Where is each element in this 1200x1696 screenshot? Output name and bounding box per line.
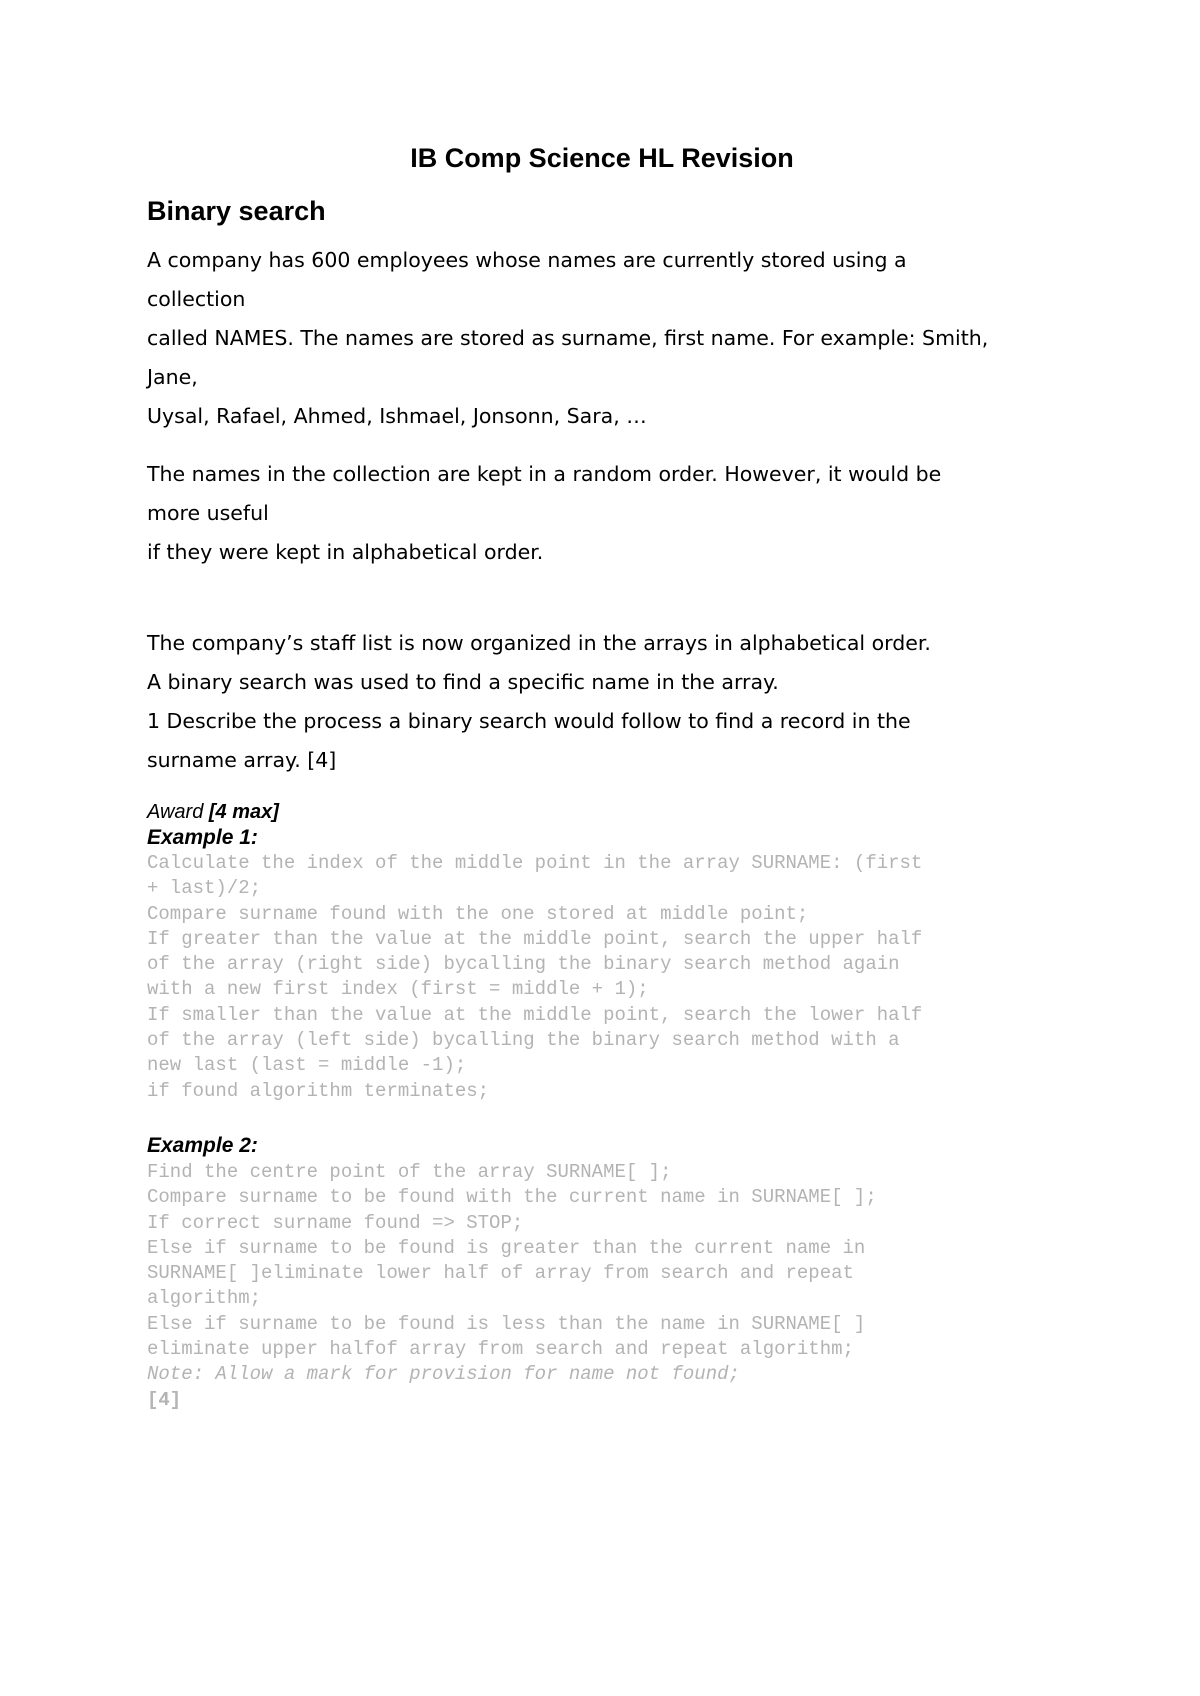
question-line: A binary search was used to find a specific name in the array. bbox=[147, 670, 779, 694]
intro-line: collection bbox=[147, 287, 246, 311]
markscheme-line: + last)/2; bbox=[147, 877, 262, 900]
question-line: 1 Describe the process a binary search would follow to find a record in the bbox=[147, 709, 911, 733]
markscheme-line: with a new first index (first = middle + 1); bbox=[147, 978, 649, 1001]
award-line bbox=[147, 800, 279, 825]
section-heading: Binary search bbox=[147, 196, 326, 226]
order-line: The names in the collection are kept in a random order. However, it would be bbox=[147, 462, 942, 486]
markscheme-note: Note: Allow a mark for provision for name not found; bbox=[147, 1363, 740, 1386]
award-prefix: Award bbox=[147, 801, 209, 823]
markscheme-line: Compare surname found with the one stored at middle point; bbox=[147, 902, 809, 925]
markscheme-line: Calculate the index of the middle point in the array SURNAME: (first bbox=[147, 852, 923, 874]
example-2-markscheme bbox=[147, 1160, 877, 1413]
example-1-label: Example 1: bbox=[147, 826, 258, 849]
document-title: IB Comp Science HL Revision bbox=[410, 143, 794, 173]
intro-line: Jane, bbox=[147, 365, 198, 389]
markscheme-line: new last (last = middle -1); bbox=[147, 1054, 467, 1077]
markscheme-line: of the array (left side) bycalling the binary search method with a bbox=[147, 1029, 900, 1052]
markscheme-total-marks: [4] bbox=[147, 1388, 182, 1411]
question-paragraph bbox=[147, 624, 1072, 780]
markscheme-line: Else if surname to be found is greater than the current name in bbox=[147, 1236, 866, 1259]
markscheme-line: If greater than the value at the middle point, search the upper half bbox=[147, 927, 923, 950]
intro-line: called NAMES. The names are stored as surname, first name. For example: Smith, bbox=[147, 326, 989, 350]
markscheme-line: Find the centre point of the array SURNAME[ ]; bbox=[147, 1161, 672, 1183]
markscheme-line: eliminate upper halfof array from search and repeat algorithm; bbox=[147, 1338, 854, 1361]
markscheme-line: of the array (right side) bycalling the binary search method again bbox=[147, 953, 900, 976]
question-line: The company’s staff list is now organized in the arrays in alphabetical order. bbox=[147, 631, 931, 655]
example-1-markscheme bbox=[147, 851, 922, 1104]
markscheme-line: If correct surname found => STOP; bbox=[147, 1211, 524, 1234]
markscheme-line: algorithm; bbox=[147, 1287, 262, 1310]
markscheme-line: if found algorithm terminates; bbox=[147, 1079, 490, 1102]
order-paragraph bbox=[147, 455, 1072, 572]
markscheme-line: If smaller than the value at the middle point, search the lower half bbox=[147, 1003, 923, 1026]
markscheme-line: Else if surname to be found is less than the name in SURNAME[ ] bbox=[147, 1312, 866, 1335]
order-line: if they were kept in alphabetical order. bbox=[147, 540, 544, 564]
intro-line: A company has 600 employees whose names are currently stored using a bbox=[147, 248, 907, 272]
intro-paragraph bbox=[147, 241, 1072, 436]
award-max: [4 max] bbox=[208, 801, 279, 823]
markscheme-line: Compare surname to be found with the current name in SURNAME[ ]; bbox=[147, 1186, 877, 1209]
markscheme-line: SURNAME[ ]eliminate lower half of array from search and repeat bbox=[147, 1262, 854, 1285]
example-2-label: Example 2: bbox=[147, 1134, 258, 1157]
intro-line: Uysal, Rafael, Ahmed, Ishmael, Jonsonn, Sara, … bbox=[147, 404, 647, 428]
order-line: more useful bbox=[147, 501, 269, 525]
question-line: surname array. [4] bbox=[147, 748, 337, 772]
